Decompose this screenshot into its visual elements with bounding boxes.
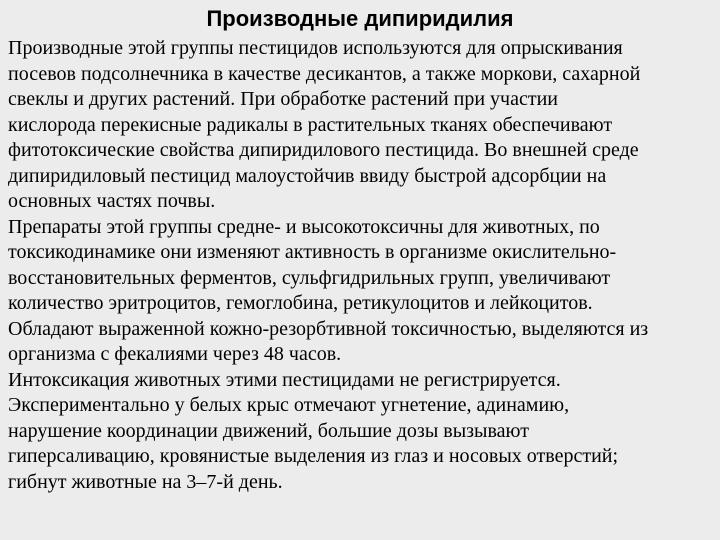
body-line: организма с фекалиями через 48 часов. [8,343,342,365]
body-line: Интоксикация животных этими пестицидами не регистрируется. [8,368,561,391]
body-line: нарушение координации движений, большие дозы вызывают [8,419,529,442]
body-line: дипиридиловый пестицид малоустойчив ввиду быстрой адсорбции на [8,164,607,187]
body-line: посевов подсолнечника в качестве десикантов, а также моркови, сахарной [8,62,641,85]
body-line: Обладают выраженной кожно-резорбтивной токсичностью, выделяются из [8,317,649,340]
body-line: гибнут животные на 3–7-й день. [8,470,283,493]
body-line: Экспериментально у белых крыс отмечают угнетение, адинамию, [8,394,570,416]
body-line: гиперсаливацию, кровянистые выделения из глаз и носовых отверстий; [8,445,619,467]
body-line: основных частях почвы. [8,190,216,212]
body-line: восстановительных ферментов, сульфгидрильных групп, увеличивают [8,266,611,289]
body-line: кислорода перекисные радикалы в растительных тканях обеспечивают [8,113,613,136]
slide-title: Производные дипиридилия [206,6,514,31]
body-line: Производные этой группы пестицидов используются для опрыскивания [8,37,623,59]
body-line: Препараты этой группы средне- и высокотоксичны для животных, по [8,215,600,238]
slide-body [8,36,714,495]
body-line: токсикодинамике они изменяют активность в организме окислительно- [8,241,617,263]
body-line: фитотоксические свойства дипиридилового пестицида. Во внешней среде [8,139,639,161]
body-line: свеклы и других растений. При обработке растений при участии [8,88,559,110]
body-line: количество эритроцитов, гемоглобина, ретикулоцитов и лейкоцитов. [8,292,593,314]
